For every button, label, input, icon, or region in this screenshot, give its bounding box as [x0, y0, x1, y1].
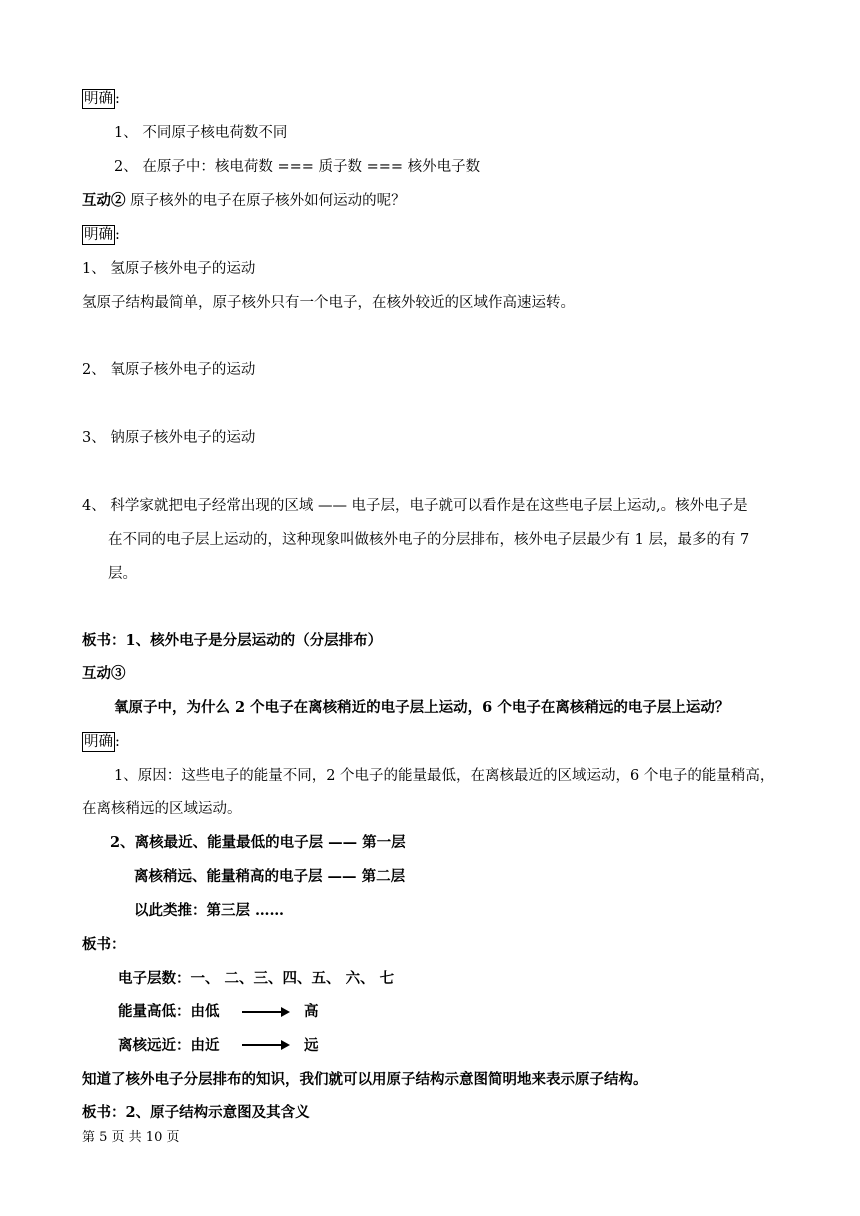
clarify-colon: : [115, 91, 120, 107]
clarify-colon: : [115, 734, 120, 750]
text-line: 3、 钠原子核外电子的运动 [82, 430, 256, 446]
interaction-question: 原子核外的电子在原子核外如何运动的呢？ [125, 193, 406, 209]
text-line: 在不同的电子层上运动的，这种现象叫做核外电子的分层排布，核外电子层最少有 1 层，最多的有 7 [108, 532, 750, 548]
text-line: 2、离核最近、能量最低的电子层 —— 第一层 [110, 834, 406, 851]
interaction-label: 互动② [82, 192, 126, 209]
interaction-2-line [82, 191, 406, 211]
board-note-label: 板书： [82, 936, 126, 953]
text-line: 知道了核外电子分层排布的知识，我们就可以用原子结构示意图简明地来表示原子结构。 [82, 1071, 648, 1088]
clarify-colon: : [115, 227, 120, 243]
text-line: 氢原子结构最简单，原子核外只有一个电子，在核外较近的区域作高速运转。 [82, 295, 575, 311]
interaction-3-question: 氧原子中，为什么 2 个电子在离核稍近的电子层上运动，6 个电子在离核稍远的电子层上运动？ [114, 699, 730, 716]
text-line: 1、 不同原子核电荷数不同 [114, 125, 288, 141]
board-note-2: 板书：2、原子结构示意图及其含义 [82, 1104, 310, 1121]
text-line: 1、原因：这些电子的能量不同，2 个电子的能量最低，在离核最近的区域运动，6 个电子的能量稍高， [114, 768, 775, 784]
text-line: 2、 氧原子核外电子的运动 [82, 362, 256, 378]
energy-line-right: 高 [304, 1003, 319, 1020]
distance-line-left: 离核远近：由近 [118, 1037, 220, 1054]
distance-line-right: 远 [304, 1037, 319, 1054]
text-line: 1、 氢原子核外电子的运动 [82, 261, 256, 277]
right-arrow-icon [242, 1011, 288, 1013]
text-line: 以此类推：第三层 …… [134, 902, 285, 919]
shell-number-line: 电子层数：一、 二、三、四、五、 六、 七 [118, 970, 395, 987]
clarify-heading-3 [82, 732, 120, 752]
board-note-1: 板书：1、核外电子是分层运动的（分层排布） [82, 632, 383, 649]
text-line: 层。 [108, 566, 137, 582]
energy-line-left: 能量高低：由低 [118, 1003, 220, 1020]
text-line: 在离核稍远的区域运动。 [82, 801, 242, 817]
clarify-box: 明确 [84, 734, 113, 750]
page-footer: 第 5 页 共 10 页 [82, 1130, 180, 1145]
text-line: 2、 在原子中：核电荷数 === 质子数 === 核外电子数 [114, 159, 481, 175]
text-line: 4、 科学家就把电子经常出现的区域 —— 电子层，电子就可以看作是在这些电子层上运动,。核外电子是 [82, 498, 748, 514]
clarify-heading-2 [82, 225, 120, 245]
right-arrow-icon [242, 1044, 288, 1046]
interaction-3-label: 互动③ [82, 665, 126, 682]
text-line: 离核稍远、能量稍高的电子层 —— 第二层 [134, 868, 406, 885]
clarify-box: 明确 [84, 227, 113, 243]
clarify-heading-1 [82, 89, 120, 109]
clarify-box: 明确 [84, 91, 113, 107]
